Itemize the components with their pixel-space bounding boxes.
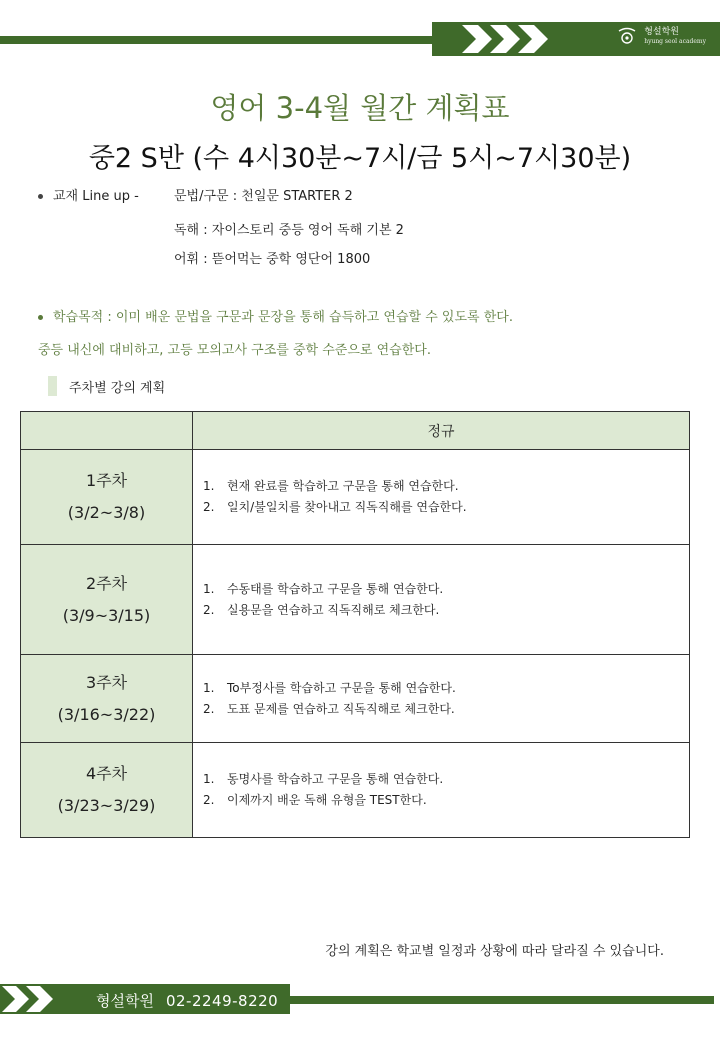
textbook-item: 어휘 : 뜯어먹는 중학 영단어 1800 bbox=[174, 252, 371, 267]
academy-logo bbox=[616, 26, 706, 46]
task-item: 1. 동명사를 학습하고 구문을 통해 연습한다. bbox=[203, 772, 444, 786]
task-item: 1. 수동태를 학습하고 구문을 통해 연습한다. bbox=[203, 581, 444, 596]
task-item: 2. 이제까지 배운 독해 유형을 TEST한다. bbox=[203, 793, 427, 807]
section-marker bbox=[48, 376, 57, 396]
textbook-label: 교재 Line up - bbox=[38, 185, 139, 204]
table-row bbox=[21, 545, 690, 655]
chevrons-icon bbox=[432, 22, 562, 56]
task-cell bbox=[193, 655, 690, 743]
week-dates: (3/9~3/15) bbox=[62, 605, 151, 625]
section-label: 주차별 강의 계획 bbox=[48, 376, 165, 396]
week-label: 4주차 bbox=[85, 764, 128, 783]
weekly-plan-table bbox=[20, 411, 690, 838]
header-line bbox=[0, 36, 440, 44]
footer-contact bbox=[96, 990, 278, 1011]
textbook-item: 문법/구문 : 천일문 STARTER 2 bbox=[174, 189, 353, 204]
page-subtitle: 중2 S반 (수 4시30분~7시/금 5시~7시30분) bbox=[88, 143, 632, 174]
logo-emblem-icon bbox=[616, 26, 638, 46]
table-header-empty bbox=[21, 412, 193, 450]
logo-name: 형설학원 bbox=[644, 26, 679, 37]
week-label: 2주차 bbox=[85, 573, 128, 593]
task-item: 1. To부정사를 학습하고 구문을 통해 연습한다. bbox=[203, 680, 456, 695]
task-cell bbox=[193, 545, 690, 655]
textbook-item: 독해 : 자이스토리 중등 영어 독해 기본 2 bbox=[174, 223, 404, 238]
week-dates: (3/23~3/29) bbox=[57, 796, 156, 815]
week-cell bbox=[21, 450, 193, 545]
table-row bbox=[21, 655, 690, 743]
week-label: 3주차 bbox=[85, 672, 128, 692]
week-cell bbox=[21, 743, 193, 838]
table-row bbox=[21, 450, 690, 545]
goal-line-2: 중등 내신에 대비하고, 고등 모의고사 구조를 중학 수준으로 연습한다. bbox=[38, 343, 431, 358]
page-title: 영어 3-4월 월간 계획표 bbox=[210, 91, 510, 125]
bullet-icon bbox=[38, 315, 43, 320]
table-row bbox=[21, 743, 690, 838]
week-cell bbox=[21, 545, 193, 655]
week-label: 1주차 bbox=[85, 471, 128, 490]
footer-phone: 02-2249-8220 bbox=[165, 992, 279, 1010]
week-cell bbox=[21, 655, 193, 743]
task-cell bbox=[193, 450, 690, 545]
week-dates: (3/2~3/8) bbox=[67, 503, 146, 522]
task-cell bbox=[193, 743, 690, 838]
task-item: 2. 일치/불일치를 찾아내고 직독직해를 연습한다. bbox=[203, 500, 467, 514]
task-item: 2. 실용문을 연습하고 직독직해로 체크한다. bbox=[203, 602, 440, 617]
schedule-notice: 강의 계획은 학교별 일정과 상황에 따라 달라질 수 있습니다. bbox=[325, 944, 664, 959]
bullet-icon bbox=[38, 194, 43, 199]
goal-line-1: 학습목적 : 이미 배운 문법을 구문과 문장을 통해 습득하고 연습할 수 있도록 한다. bbox=[38, 306, 513, 325]
week-dates: (3/16~3/22) bbox=[57, 704, 156, 724]
task-item: 2. 도표 문제를 연습하고 직독직해로 체크한다. bbox=[203, 701, 455, 716]
footer-line bbox=[288, 996, 714, 1004]
table-header-row bbox=[21, 412, 690, 450]
footer-name: 형설학원 bbox=[96, 992, 154, 1010]
task-item: 1. 현재 완료를 학습하고 구문을 통해 연습한다. bbox=[203, 479, 459, 493]
header-band bbox=[432, 22, 720, 56]
logo-subtitle: hyung seol academy bbox=[644, 37, 706, 45]
table-header-regular: 정규 bbox=[193, 412, 690, 450]
chevrons-icon bbox=[0, 984, 80, 1014]
